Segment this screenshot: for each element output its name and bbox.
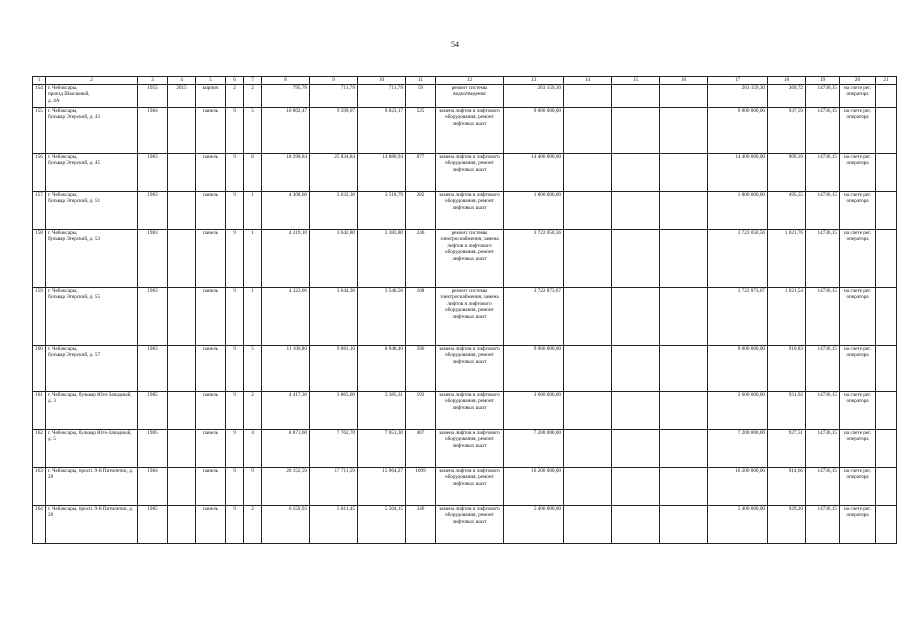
floors-cell: 9 <box>226 430 244 468</box>
entrances-cell: 1 <box>244 288 262 346</box>
wall-material-cell: панель <box>196 430 226 468</box>
residential-area-cell: 3 385,31 <box>358 392 406 430</box>
living-area-cell: 711,78 <box>310 85 358 108</box>
table-row <box>33 230 897 288</box>
row-number-cell: 161 <box>33 392 46 430</box>
living-area-cell: 9 599,07 <box>310 108 358 154</box>
cost-col-15-cell <box>612 108 660 154</box>
header-cell: 8 <box>262 77 310 85</box>
wall-material-cell: панель <box>196 108 226 154</box>
row-number-cell: 158 <box>33 230 46 288</box>
entrances-cell: 1 <box>244 192 262 230</box>
total-cost-cell: 3 722 873,67 <box>504 288 564 346</box>
year-built-cell: 1983 <box>138 154 168 192</box>
cost-col-14-cell <box>564 288 612 346</box>
table-row <box>33 430 897 468</box>
fund-method-cell: на счете рег. оператора <box>840 468 876 506</box>
header-cell: 14 <box>564 77 612 85</box>
cost-col-15-cell <box>612 468 660 506</box>
residential-area-cell: 7 051,30 <box>358 430 406 468</box>
cost-col-16-cell <box>660 430 708 468</box>
note-cell <box>876 85 897 108</box>
cost-col-15-cell <box>612 430 660 468</box>
capital-repair-table <box>32 76 897 544</box>
entrances-cell: 5 <box>244 346 262 392</box>
fund-method-cell: на счете рег. оператора <box>840 346 876 392</box>
residential-area-cell: 3 518,79 <box>358 192 406 230</box>
row-number-cell: 156 <box>33 154 46 192</box>
row-number-cell: 157 <box>33 192 46 230</box>
wall-material-cell: панель <box>196 392 226 430</box>
note-cell <box>876 430 897 468</box>
year-renovated-cell <box>168 230 196 288</box>
total-area-cell: 20 152,59 <box>262 468 310 506</box>
cost-col-16-cell <box>660 85 708 108</box>
total-cost-cell: 3 722 050,56 <box>504 230 564 288</box>
header-row <box>33 77 897 85</box>
limit-cost-cell: 14736,15 <box>806 108 840 154</box>
entrances-cell: 9 <box>244 468 262 506</box>
entrances-cell: 5 <box>244 108 262 154</box>
row-number-cell: 155 <box>33 108 46 154</box>
residential-area-cell: 15 964,27 <box>358 468 406 506</box>
cost-col-14-cell <box>564 85 612 108</box>
limit-cost-cell: 14736,15 <box>806 192 840 230</box>
total-cost-cell: 14 400 000,00 <box>504 154 564 192</box>
cost-col-14-cell <box>564 506 612 544</box>
year-renovated-cell <box>168 430 196 468</box>
residents-cell: 346 <box>406 506 436 544</box>
works-cell: замена лифтов и лифтового оборудования, ремонт лифтовых шахт <box>436 108 504 154</box>
residents-cell: 168 <box>406 288 436 346</box>
works-cell: замена лифтов и лифтового оборудования, ремонт лифтовых шахт <box>436 468 504 506</box>
residential-area-cell: 3 546,56 <box>358 288 406 346</box>
note-cell <box>876 346 897 392</box>
header-cell: 19 <box>806 77 840 85</box>
owners-funds-cell: 16 200 000,00 <box>708 468 768 506</box>
residential-area-cell: 711,78 <box>358 85 406 108</box>
fund-method-cell: на счете рег. оператора <box>840 288 876 346</box>
cost-col-14-cell <box>564 230 612 288</box>
table-row <box>33 108 897 154</box>
header-cell: 16 <box>660 77 708 85</box>
total-area-cell: 4 319,10 <box>262 230 310 288</box>
wall-material-cell: панель <box>196 346 226 392</box>
fund-method-cell: на счете рег. оператора <box>840 506 876 544</box>
floors-cell: 9 <box>226 506 244 544</box>
year-built-cell: 1983 <box>138 230 168 288</box>
header-cell: 1 <box>33 77 46 85</box>
total-area-cell: 4 417,30 <box>262 392 310 430</box>
wall-material-cell: панель <box>196 230 226 288</box>
cost-col-14-cell <box>564 346 612 392</box>
unit-cost-cell: 937,59 <box>768 108 806 154</box>
total-cost-cell: 9 000 000,00 <box>504 346 564 392</box>
cost-col-16-cell <box>660 392 708 430</box>
year-renovated-cell <box>168 154 196 192</box>
works-cell: ремонт системы электроснабжения, замена лифтов и лифтового оборудования, ремонт лифтовых шахт <box>436 288 504 346</box>
works-cell: замена лифтов и лифтового оборудования, ремонт лифтовых шахт <box>436 154 504 192</box>
row-number-cell: 162 <box>33 430 46 468</box>
table-row <box>33 154 897 192</box>
year-renovated-cell <box>168 108 196 154</box>
total-cost-cell: 1 800 000,00 <box>504 192 564 230</box>
limit-cost-cell: 14736,15 <box>806 392 840 430</box>
floors-cell: 9 <box>226 192 244 230</box>
address-cell: г. Чебоксары, бульвар Юго-Западный, д. 3 <box>46 392 138 430</box>
limit-cost-cell: 14736,15 <box>806 506 840 544</box>
year-renovated-cell <box>168 346 196 392</box>
cost-col-16-cell <box>660 346 708 392</box>
wall-material-cell: панель <box>196 288 226 346</box>
entrances-cell: 2 <box>244 85 262 108</box>
fund-method-cell: на счете рег. оператора <box>840 430 876 468</box>
cost-col-15-cell <box>612 230 660 288</box>
owners-funds-cell: 7 200 000,00 <box>708 430 768 468</box>
row-number-cell: 160 <box>33 346 46 392</box>
total-cost-cell: 263 159,30 <box>504 85 564 108</box>
wall-material-cell: кирпич <box>196 85 226 108</box>
total-cost-cell: 9 000 000,00 <box>504 108 564 154</box>
header-cell: 13 <box>504 77 564 85</box>
fund-method-cell: на счете рег. оператора <box>840 85 876 108</box>
works-cell: замена лифтов и лифтового оборудования, ремонт лифтовых шахт <box>436 430 504 468</box>
year-built-cell: 1983 <box>138 288 168 346</box>
residential-area-cell: 3 383,80 <box>358 230 406 288</box>
owners-funds-cell: 3 722 873,67 <box>708 288 768 346</box>
cost-col-14-cell <box>564 392 612 430</box>
unit-cost-cell: 495,55 <box>768 192 806 230</box>
note-cell <box>876 392 897 430</box>
residential-area-cell: 14 880,94 <box>358 154 406 192</box>
table-row <box>33 192 897 230</box>
table-row <box>33 85 897 108</box>
cost-col-16-cell <box>660 192 708 230</box>
year-renovated-cell <box>168 288 196 346</box>
cost-col-16-cell <box>660 506 708 544</box>
note-cell <box>876 288 897 346</box>
fund-method-cell: на счете рег. оператора <box>840 192 876 230</box>
living-area-cell: 9 881,10 <box>310 346 358 392</box>
table-row <box>33 392 897 430</box>
note-cell <box>876 154 897 192</box>
floors-cell: 9 <box>226 392 244 430</box>
table-row <box>33 506 897 544</box>
residential-area-cell: 5 504,15 <box>358 506 406 544</box>
address-cell: г. Чебоксары, проезд Школьный, д. 4А <box>46 85 138 108</box>
year-built-cell: 1983 <box>138 346 168 392</box>
limit-cost-cell: 14736,15 <box>806 85 840 108</box>
header-cell: 2 <box>46 77 138 85</box>
floors-cell: 9 <box>226 468 244 506</box>
residents-cell: 59 <box>406 85 436 108</box>
address-cell: г. Чебоксары, просп. 9-й Пятилетки, д. 20 <box>46 468 138 506</box>
note-cell <box>876 230 897 288</box>
header-cell: 5 <box>196 77 226 85</box>
table-row <box>33 468 897 506</box>
unit-cost-cell: 1 021,54 <box>768 288 806 346</box>
header-cell: 10 <box>358 77 406 85</box>
note-cell <box>876 506 897 544</box>
cost-col-16-cell <box>660 230 708 288</box>
header-cell: 4 <box>168 77 196 85</box>
year-renovated-cell <box>168 506 196 544</box>
row-number-cell: 164 <box>33 506 46 544</box>
residents-cell: 877 <box>406 154 436 192</box>
year-built-cell: 1985 <box>138 506 168 544</box>
entrances-cell: 2 <box>244 392 262 430</box>
header-cell: 15 <box>612 77 660 85</box>
works-cell: ремонт системы электроснабжения, замена лифтов и лифтового оборудования, ремонт лифтовых шахт <box>436 230 504 288</box>
note-cell <box>876 108 897 154</box>
cost-col-15-cell <box>612 392 660 430</box>
header-cell: 7 <box>244 77 262 85</box>
works-cell: ремонт системы водоотведения <box>436 85 504 108</box>
table-body <box>33 85 897 544</box>
cost-col-15-cell <box>612 192 660 230</box>
address-cell: г. Чебоксары, бульвар Эгерский, д. 51 <box>46 192 138 230</box>
works-cell: замена лифтов и лифтового оборудования, ремонт лифтовых шахт <box>436 506 504 544</box>
entrances-cell: 1 <box>244 230 262 288</box>
limit-cost-cell: 14736,15 <box>806 430 840 468</box>
unit-cost-cell: 910,83 <box>768 346 806 392</box>
residents-cell: 193 <box>406 392 436 430</box>
floors-cell: 9 <box>226 108 244 154</box>
living-area-cell: 3 632,30 <box>310 192 358 230</box>
total-area-cell: 4 323,06 <box>262 288 310 346</box>
limit-cost-cell: 14736,15 <box>806 230 840 288</box>
fund-method-cell: на счете рег. оператора <box>840 108 876 154</box>
living-area-cell: 17 711,59 <box>310 468 358 506</box>
header-cell: 11 <box>406 77 436 85</box>
total-cost-cell: 7 200 000,00 <box>504 430 564 468</box>
cost-col-14-cell <box>564 430 612 468</box>
residential-area-cell: 8 948,40 <box>358 346 406 392</box>
header-cell: 20 <box>840 77 876 85</box>
header-cell: 12 <box>436 77 504 85</box>
row-number-cell: 163 <box>33 468 46 506</box>
cost-col-15-cell <box>612 288 660 346</box>
total-cost-cell: 3 600 000,00 <box>504 392 564 430</box>
entrances-cell: 2 <box>244 506 262 544</box>
total-cost-cell: 5 400 000,00 <box>504 506 564 544</box>
unit-cost-cell: 909,39 <box>768 154 806 192</box>
header-cell: 18 <box>768 77 806 85</box>
floors-cell: 9 <box>226 346 244 392</box>
cost-col-16-cell <box>660 154 708 192</box>
residents-cell: 525 <box>406 108 436 154</box>
fund-method-cell: на счете рег. оператора <box>840 392 876 430</box>
cost-col-14-cell <box>564 154 612 192</box>
year-renovated-cell <box>168 468 196 506</box>
works-cell: замена лифтов и лифтового оборудования, ремонт лифтовых шахт <box>436 392 504 430</box>
owners-funds-cell: 263 159,30 <box>708 85 768 108</box>
year-renovated-cell: 2015 <box>168 85 196 108</box>
year-built-cell: 1955 <box>138 85 168 108</box>
fund-method-cell: на счете рег. оператора <box>840 154 876 192</box>
owners-funds-cell: 9 000 000,00 <box>708 108 768 154</box>
cost-col-15-cell <box>612 154 660 192</box>
living-area-cell: 3 865,00 <box>310 392 358 430</box>
living-area-cell: 3 642,80 <box>310 230 358 288</box>
table-row <box>33 346 897 392</box>
owners-funds-cell: 1 800 000,00 <box>708 192 768 230</box>
note-cell <box>876 468 897 506</box>
wall-material-cell: панель <box>196 192 226 230</box>
cost-col-15-cell <box>612 346 660 392</box>
total-area-cell: 18 298,84 <box>262 154 310 192</box>
floors-cell: 9 <box>226 154 244 192</box>
wall-material-cell: панель <box>196 506 226 544</box>
total-area-cell: 6 559,93 <box>262 506 310 544</box>
residents-cell: 246 <box>406 230 436 288</box>
cost-col-14-cell <box>564 468 612 506</box>
limit-cost-cell: 14736,15 <box>806 154 840 192</box>
address-cell: г. Чебоксары, просп. 9-й Пятилетки, д. 26 <box>46 506 138 544</box>
total-area-cell: 795,78 <box>262 85 310 108</box>
year-built-cell: 1985 <box>138 392 168 430</box>
unit-cost-cell: 1 021,76 <box>768 230 806 288</box>
cost-col-14-cell <box>564 192 612 230</box>
residents-cell: 407 <box>406 430 436 468</box>
address-cell: г. Чебоксары, бульвар Эгерский, д. 55 <box>46 288 138 346</box>
living-area-cell: 5 811,45 <box>310 506 358 544</box>
cost-col-15-cell <box>612 506 660 544</box>
entrances-cell: 8 <box>244 154 262 192</box>
cost-col-16-cell <box>660 468 708 506</box>
fund-method-cell: на счете рег. оператора <box>840 230 876 288</box>
cost-col-14-cell <box>564 108 612 154</box>
cost-col-16-cell <box>660 108 708 154</box>
address-cell: г. Чебоксары, бульвар Эгерский, д. 53 <box>46 230 138 288</box>
living-area-cell: 25 834,84 <box>310 154 358 192</box>
total-area-cell: 10 802,47 <box>262 108 310 154</box>
header-cell: 3 <box>138 77 168 85</box>
unit-cost-cell: 369,72 <box>768 85 806 108</box>
owners-funds-cell: 3 600 000,00 <box>708 392 768 430</box>
unit-cost-cell: 927,51 <box>768 430 806 468</box>
floors-cell: 2 <box>226 85 244 108</box>
unit-cost-cell: 914,66 <box>768 468 806 506</box>
cost-col-16-cell <box>660 288 708 346</box>
limit-cost-cell: 14736,15 <box>806 346 840 392</box>
limit-cost-cell: 14736,15 <box>806 288 840 346</box>
note-cell <box>876 192 897 230</box>
row-number-cell: 159 <box>33 288 46 346</box>
entrances-cell: 4 <box>244 430 262 468</box>
wall-material-cell: панель <box>196 154 226 192</box>
owners-funds-cell: 14 400 000,00 <box>708 154 768 192</box>
header-cell: 9 <box>310 77 358 85</box>
total-area-cell: 4 308,60 <box>262 192 310 230</box>
owners-funds-cell: 9 000 000,00 <box>708 346 768 392</box>
year-renovated-cell <box>168 192 196 230</box>
works-cell: замена лифтов и лифтового оборудования, ремонт лифтовых шахт <box>436 192 504 230</box>
year-renovated-cell <box>168 392 196 430</box>
total-cost-cell: 16 200 000,00 <box>504 468 564 506</box>
owners-funds-cell: 3 722 050,56 <box>708 230 768 288</box>
year-built-cell: 1983 <box>138 192 168 230</box>
table-row <box>33 288 897 346</box>
year-built-cell: 1984 <box>138 468 168 506</box>
address-cell: г. Чебоксары, бульвар Юго-Западный, д. 5 <box>46 430 138 468</box>
living-area-cell: 7 762,70 <box>310 430 358 468</box>
wall-material-cell: панель <box>196 468 226 506</box>
header-cell: 21 <box>876 77 897 85</box>
living-area-cell: 3 644,36 <box>310 288 358 346</box>
header-cell: 6 <box>226 77 244 85</box>
works-cell: замена лифтов и лифтового оборудования, ремонт лифтовых шахт <box>436 346 504 392</box>
row-number-cell: 154 <box>33 85 46 108</box>
floors-cell: 9 <box>226 288 244 346</box>
limit-cost-cell: 14736,15 <box>806 468 840 506</box>
unit-cost-cell: 929,20 <box>768 506 806 544</box>
page-number: 54 <box>451 40 459 49</box>
total-area-cell: 8 871,60 <box>262 430 310 468</box>
address-cell: г. Чебоксары, бульвар Эгерский, д. 45 <box>46 154 138 192</box>
floors-cell: 9 <box>226 230 244 288</box>
total-area-cell: 11 100,80 <box>262 346 310 392</box>
unit-cost-cell: 931,92 <box>768 392 806 430</box>
residential-area-cell: 8 823,17 <box>358 108 406 154</box>
address-cell: г. Чебоксары, бульвар Эгерский, д. 57 <box>46 346 138 392</box>
address-cell: г. Чебоксары, бульвар Эгерский, д. 43 <box>46 108 138 154</box>
residents-cell: 1009 <box>406 468 436 506</box>
year-built-cell: 1984 <box>138 108 168 154</box>
residents-cell: 282 <box>406 192 436 230</box>
header-cell: 17 <box>708 77 768 85</box>
owners-funds-cell: 5 400 000,00 <box>708 506 768 544</box>
cost-col-15-cell <box>612 85 660 108</box>
year-built-cell: 1985 <box>138 430 168 468</box>
residents-cell: 586 <box>406 346 436 392</box>
